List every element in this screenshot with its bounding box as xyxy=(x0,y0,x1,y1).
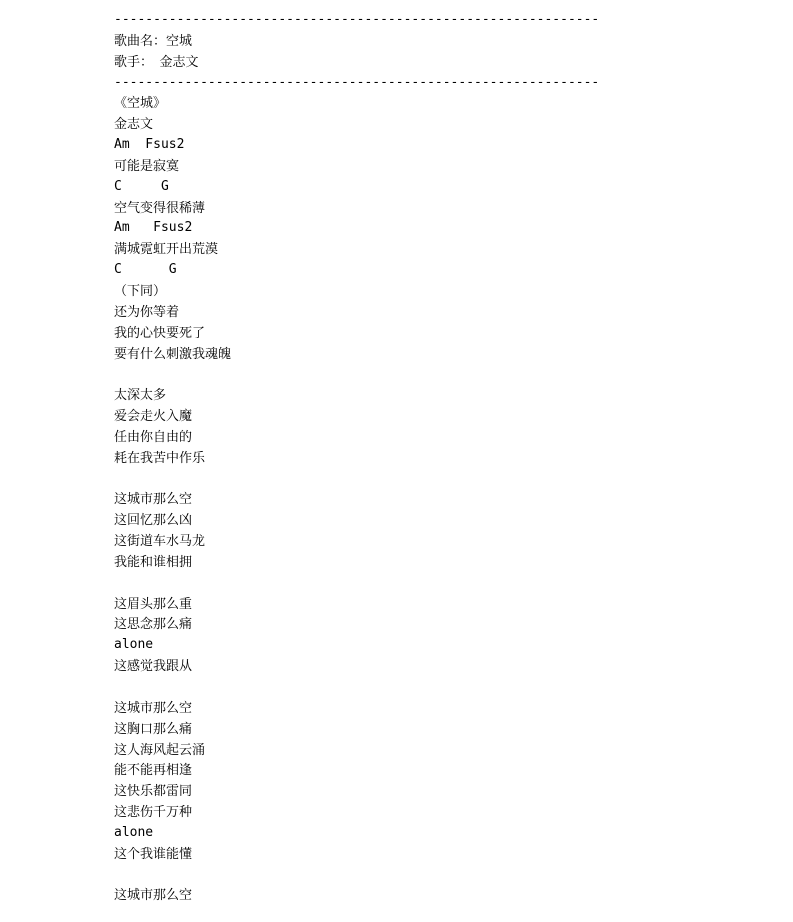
lyric-line: 爱会走火入魔 xyxy=(114,408,193,424)
chord-line: C G xyxy=(114,178,169,194)
blank-line xyxy=(114,469,754,490)
lyric-line: 空气变得很稀薄 xyxy=(114,199,206,215)
lyric-line: 我的心快要死了 xyxy=(114,324,206,340)
lyric-line: 这回忆那么凶 xyxy=(114,512,193,528)
chord-line: Am Fsus2 xyxy=(114,220,193,236)
lyric-line: 这城市那么空 xyxy=(114,887,193,903)
lyric-line: 这街道车水马龙 xyxy=(114,533,206,549)
lyric-line: 还为你等着 xyxy=(114,303,180,319)
lyric-line: 这个我谁能懂 xyxy=(114,845,193,861)
divider-line: -------------------------------------------------------------- xyxy=(114,12,600,27)
lyric-line: 任由你自由的 xyxy=(114,428,193,444)
blank-line xyxy=(114,364,754,385)
song-name-line: 歌曲名：空城 xyxy=(114,32,193,48)
lyric-line: 这人海风起云涌 xyxy=(114,741,206,757)
lyric-line: 满城霓虹开出荒漠 xyxy=(114,241,219,257)
lyric-line: 这眉头那么重 xyxy=(114,595,193,611)
lyric-line: 这快乐都雷同 xyxy=(114,783,193,799)
blank-line xyxy=(114,677,754,698)
lyric-line-en: alone xyxy=(114,637,154,653)
song-title-line: 《空城》 xyxy=(114,95,167,111)
lyric-line: 这悲伤千万种 xyxy=(114,804,193,820)
lyric-line: 太深太多 xyxy=(114,387,167,403)
lyric-line: 我能和谁相拥 xyxy=(114,553,193,569)
blank-line xyxy=(114,865,754,886)
lyric-line: 这思念那么痛 xyxy=(114,616,193,632)
lyric-line: 这城市那么空 xyxy=(114,699,193,715)
annotation-line: （下同） xyxy=(114,282,167,298)
lyric-line: 这感觉我跟从 xyxy=(114,658,193,674)
lyric-line: 耗在我苦中作乐 xyxy=(114,449,206,465)
divider-line: -------------------------------------------------------------- xyxy=(114,74,600,90)
artist-line: 歌手： 金志文 xyxy=(114,53,199,69)
lyric-line: 要有什么刺激我魂魄 xyxy=(114,345,232,361)
lyric-line: 能不能再相逢 xyxy=(114,762,193,778)
chord-line: C G xyxy=(114,262,177,278)
artist-name-line: 金志文 xyxy=(114,116,154,132)
lyrics-document xyxy=(114,10,754,906)
lyric-line: 可能是寂寞 xyxy=(114,157,180,173)
chord-line: Am Fsus2 xyxy=(114,137,185,153)
blank-line xyxy=(114,573,754,594)
lyric-line-en: alone xyxy=(114,824,154,840)
lyric-line: 这城市那么空 xyxy=(114,491,193,507)
lyric-line: 这胸口那么痛 xyxy=(114,720,193,736)
